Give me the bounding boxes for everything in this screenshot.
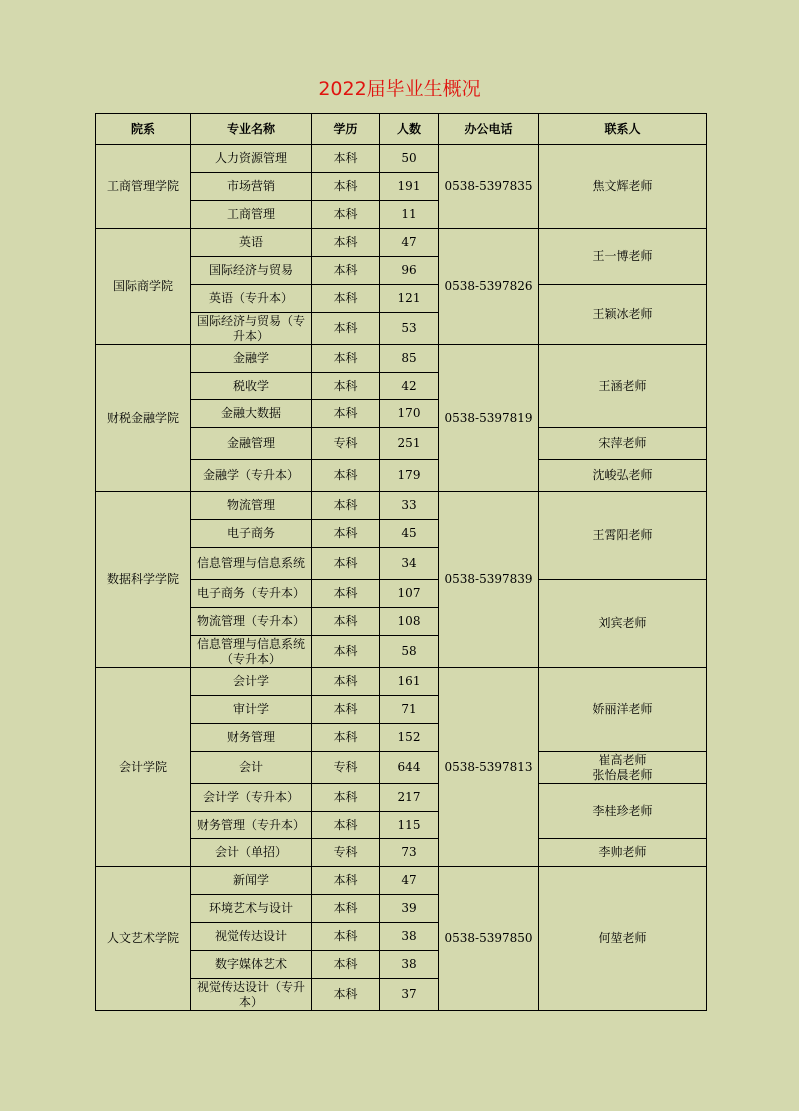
- degree-level: 本科: [312, 548, 380, 580]
- graduate-count: 96: [380, 257, 439, 285]
- college-name: 人文艺术学院: [96, 867, 191, 1011]
- graduate-count: 58: [380, 636, 439, 668]
- major-name: 金融管理: [191, 428, 312, 460]
- graduate-count: 644: [380, 752, 439, 784]
- major-name: 市场营销: [191, 173, 312, 201]
- major-name: 电子商务: [191, 520, 312, 548]
- degree-level: 本科: [312, 668, 380, 696]
- graduate-count: 33: [380, 492, 439, 520]
- college-name: 工商管理学院: [96, 145, 191, 229]
- contact-person: 娇丽洋老师: [539, 668, 707, 752]
- graduate-count: 39: [380, 895, 439, 923]
- office-phone: 0538-5397835: [439, 145, 539, 229]
- graduate-count: 71: [380, 696, 439, 724]
- major-name: 新闻学: [191, 867, 312, 895]
- degree-level: 本科: [312, 979, 380, 1011]
- office-phone: 0538-5397850: [439, 867, 539, 1011]
- graduate-count: 50: [380, 145, 439, 173]
- degree-level: 专科: [312, 839, 380, 867]
- major-name: 金融大数据: [191, 400, 312, 428]
- graduate-count: 47: [380, 229, 439, 257]
- major-name: 金融学（专升本）: [191, 460, 312, 492]
- degree-level: 本科: [312, 400, 380, 428]
- contact-person-line: 张怡晨老师: [592, 767, 653, 782]
- degree-level: 本科: [312, 895, 380, 923]
- header-major: 专业名称: [191, 114, 312, 145]
- degree-level: 本科: [312, 257, 380, 285]
- degree-level: 专科: [312, 428, 380, 460]
- degree-level: 本科: [312, 636, 380, 668]
- graduate-count: 34: [380, 548, 439, 580]
- graduate-count: 179: [380, 460, 439, 492]
- header-phone: 办公电话: [439, 114, 539, 145]
- degree-level: 本科: [312, 696, 380, 724]
- graduate-count: 42: [380, 373, 439, 400]
- degree-level: 本科: [312, 784, 380, 812]
- graduate-count: 121: [380, 285, 439, 313]
- office-phone: 0538-5397813: [439, 668, 539, 867]
- office-phone: 0538-5397839: [439, 492, 539, 668]
- page-title: 2022届毕业生概况: [318, 78, 481, 100]
- degree-level: 本科: [312, 580, 380, 608]
- graduate-count: 191: [380, 173, 439, 201]
- graduate-count: 37: [380, 979, 439, 1011]
- degree-level: 本科: [312, 608, 380, 636]
- header-level: 学历: [312, 114, 380, 145]
- contact-person: 宋萍老师: [539, 428, 707, 460]
- degree-level: 本科: [312, 145, 380, 173]
- table-row: [96, 345, 707, 373]
- contact-person: 王涵老师: [539, 345, 707, 428]
- degree-level: 本科: [312, 492, 380, 520]
- major-name: 数字媒体艺术: [191, 951, 312, 979]
- contact-person: 焦文辉老师: [539, 145, 707, 229]
- graduate-count: 161: [380, 668, 439, 696]
- college-name: 财税金融学院: [96, 345, 191, 492]
- major-name: 视觉传达设计: [191, 923, 312, 951]
- major-name: 审计学: [191, 696, 312, 724]
- office-phone: 0538-5397826: [439, 229, 539, 345]
- degree-level: 本科: [312, 520, 380, 548]
- graduate-count: 108: [380, 608, 439, 636]
- degree-level: 本科: [312, 812, 380, 839]
- contact-person: 李帅老师: [539, 839, 707, 867]
- header-count: 人数: [380, 114, 439, 145]
- degree-level: 本科: [312, 724, 380, 752]
- graduate-count: 38: [380, 923, 439, 951]
- major-name: 国际经济与贸易: [191, 257, 312, 285]
- major-name: 环境艺术与设计: [191, 895, 312, 923]
- major-name: 信息管理与信息系统: [191, 548, 312, 580]
- graduate-count: 85: [380, 345, 439, 373]
- degree-level: 本科: [312, 313, 380, 345]
- graduate-count: 115: [380, 812, 439, 839]
- graduate-count: 45: [380, 520, 439, 548]
- graduate-count: 11: [380, 201, 439, 229]
- degree-level: 专科: [312, 752, 380, 784]
- degree-level: 本科: [312, 460, 380, 492]
- graduate-count: 251: [380, 428, 439, 460]
- major-name: 工商管理: [191, 201, 312, 229]
- contact-person: 沈峻弘老师: [539, 460, 707, 492]
- major-name: 会计: [191, 752, 312, 784]
- table-row: [96, 492, 707, 520]
- major-name: 视觉传达设计（专升本）: [191, 979, 312, 1011]
- graduate-count: 73: [380, 839, 439, 867]
- table-row: [96, 145, 707, 173]
- major-name: 英语: [191, 229, 312, 257]
- major-name: 人力资源管理: [191, 145, 312, 173]
- contact-person: 王一博老师: [539, 229, 707, 285]
- office-phone: 0538-5397819: [439, 345, 539, 492]
- major-name: 电子商务（专升本）: [191, 580, 312, 608]
- major-name: 金融学: [191, 345, 312, 373]
- graduate-count: 107: [380, 580, 439, 608]
- header-row: [96, 114, 707, 145]
- major-name: 英语（专升本）: [191, 285, 312, 313]
- graduate-count: 47: [380, 867, 439, 895]
- graduate-count: 53: [380, 313, 439, 345]
- major-name: 物流管理（专升本）: [191, 608, 312, 636]
- contact-person-line: 崔高老师: [598, 752, 647, 767]
- graduate-count: 152: [380, 724, 439, 752]
- college-name: 国际商学院: [96, 229, 191, 345]
- contact-person: 王霄阳老师: [539, 492, 707, 580]
- degree-level: 本科: [312, 951, 380, 979]
- graduate-count: 217: [380, 784, 439, 812]
- contact-person: [539, 752, 707, 784]
- header-college: 院系: [96, 114, 191, 145]
- table-row: [96, 229, 707, 257]
- major-name: 财务管理: [191, 724, 312, 752]
- graduates-table: [95, 113, 707, 1011]
- major-name: 物流管理: [191, 492, 312, 520]
- contact-person: 何堃老师: [539, 867, 707, 1011]
- major-name: 会计学: [191, 668, 312, 696]
- major-name: 国际经济与贸易（专升本）: [191, 313, 312, 345]
- degree-level: 本科: [312, 867, 380, 895]
- college-name: 会计学院: [96, 668, 191, 867]
- degree-level: 本科: [312, 229, 380, 257]
- degree-level: 本科: [312, 345, 380, 373]
- contact-person: 李桂珍老师: [539, 784, 707, 839]
- degree-level: 本科: [312, 373, 380, 400]
- header-contact: 联系人: [539, 114, 707, 145]
- graduate-count: 170: [380, 400, 439, 428]
- major-name: 信息管理与信息系统（专升本）: [191, 636, 312, 668]
- contact-person: 刘宾老师: [539, 580, 707, 668]
- table-row: [96, 867, 707, 895]
- major-name: 会计（单招）: [191, 839, 312, 867]
- degree-level: 本科: [312, 201, 380, 229]
- major-name: 税收学: [191, 373, 312, 400]
- college-name: 数据科学学院: [96, 492, 191, 668]
- degree-level: 本科: [312, 285, 380, 313]
- contact-person: 王颖冰老师: [539, 285, 707, 345]
- graduate-count: 38: [380, 951, 439, 979]
- major-name: 会计学（专升本）: [191, 784, 312, 812]
- major-name: 财务管理（专升本）: [191, 812, 312, 839]
- degree-level: 本科: [312, 173, 380, 201]
- degree-level: 本科: [312, 923, 380, 951]
- table-row: [96, 668, 707, 696]
